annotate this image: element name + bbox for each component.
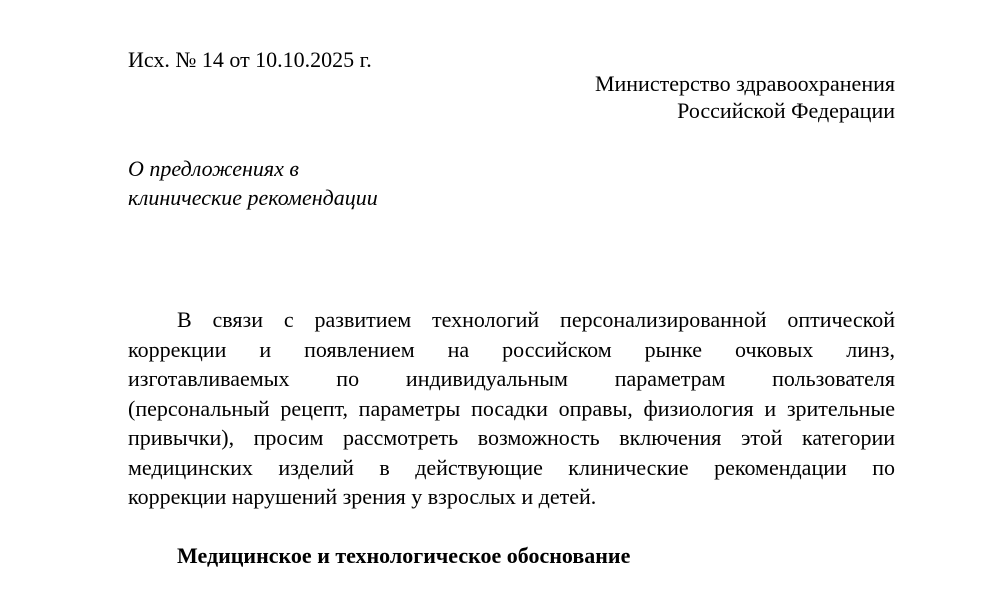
subject-line-2: клинические рекомендации bbox=[128, 185, 378, 210]
subject-line-1: О предложениях в bbox=[128, 156, 299, 181]
body-paragraph-line: коррекции нарушений зрения у взрослых и детей. bbox=[128, 484, 597, 509]
addressee-block bbox=[595, 70, 895, 124]
outgoing-reference: Исх. № 14 от 10.10.2025 г. bbox=[128, 47, 372, 72]
body-paragraph-line: В связи с развитием технологий персонализированной оптической bbox=[177, 307, 895, 332]
body-paragraph-line: (персональный рецепт, параметры посадки оправы, физиология и зрительные bbox=[128, 395, 895, 421]
subject-block bbox=[128, 154, 378, 212]
body-paragraph-line: привычки), просим рассмотреть возможность включения этой категории bbox=[128, 425, 895, 450]
body-paragraph bbox=[128, 305, 895, 512]
addressee-line-1: Министерство здравоохранения bbox=[594, 71, 895, 96]
body-paragraph-line: изготавливаемых по индивидуальным параметрам пользователя bbox=[128, 366, 895, 391]
body-paragraph-line: коррекции и появлением на российском рынке очковых линз, bbox=[128, 336, 895, 362]
addressee-line-2: Российской Федерации bbox=[677, 98, 895, 123]
section-heading: Медицинское и технологическое обоснование bbox=[177, 543, 631, 568]
body-paragraph-line: медицинских изделий в действующие клинические рекомендации по bbox=[128, 454, 895, 480]
